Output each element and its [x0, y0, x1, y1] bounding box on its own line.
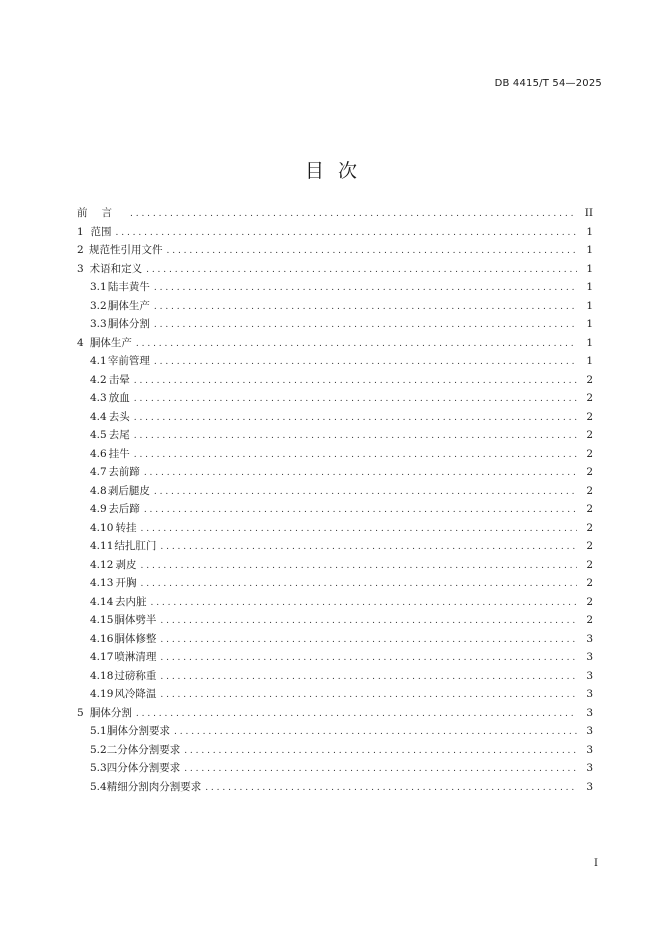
- toc-entry-label: 去内脏: [114, 595, 147, 608]
- toc-entry-label: 风冷降温: [114, 688, 157, 700]
- toc-entry-number: 5.1: [90, 725, 107, 737]
- toc-entry[interactable]: [77, 519, 593, 538]
- toc-dot-leader: [134, 390, 577, 409]
- toc-dot-leader: [134, 409, 577, 428]
- toc-entry-label: 剥皮: [115, 558, 137, 571]
- toc-entry-number: 3.3: [90, 318, 107, 330]
- toc-entry[interactable]: [77, 297, 593, 316]
- toc-entry-number: 1: [77, 225, 84, 238]
- toc-entry-page: 2: [586, 410, 593, 423]
- toc-entry-page: 2: [586, 447, 593, 460]
- toc-entry[interactable]: [77, 278, 593, 297]
- toc-entry-page: 3: [586, 688, 593, 700]
- toc-dot-leader: [130, 205, 577, 224]
- toc-entry-number: 4.17: [90, 651, 114, 663]
- toc-entry-number: 5: [77, 706, 84, 719]
- page-title: 目次: [304, 160, 371, 182]
- toc-entry-page: 2: [586, 614, 593, 626]
- toc-dot-leader: [141, 520, 577, 539]
- toc-dot-leader: [154, 483, 577, 502]
- toc-dot-leader: [141, 575, 577, 594]
- toc-dot-leader: [184, 760, 577, 779]
- toc-entry[interactable]: [77, 426, 593, 445]
- toc-entry[interactable]: [77, 445, 593, 464]
- toc-entry-page: 2: [586, 392, 593, 404]
- toc-entry-number: 4.1: [90, 355, 107, 367]
- toc-entry-page: 2: [586, 373, 593, 386]
- toc-entry-number: 4.12: [90, 558, 114, 571]
- toc-entry-number: 4.3: [90, 392, 107, 404]
- toc-entry-page: 2: [586, 558, 593, 571]
- toc-entry-page: 3: [586, 725, 593, 737]
- toc-entry-label: 去前蹄: [108, 466, 140, 478]
- toc-dot-leader: [146, 261, 577, 280]
- toc-entry-number: 4.18: [90, 669, 114, 682]
- toc-entry-page: 2: [586, 503, 593, 515]
- toc-entry-label: 陆丰黄牛: [107, 281, 150, 293]
- toc-entry[interactable]: [77, 334, 593, 353]
- toc-entry-number: 4.2: [90, 373, 107, 386]
- toc-entry-page: 1: [586, 299, 593, 312]
- page-number: I: [594, 858, 598, 869]
- toc-entry-label: 精细分割肉分割要求: [106, 780, 202, 793]
- toc-entry-label: 去头: [108, 410, 130, 423]
- document-number: DB 4415/T 54—2025: [494, 78, 602, 89]
- toc-entry[interactable]: [77, 352, 593, 371]
- toc-entry-label: 喷淋清理: [114, 651, 157, 663]
- toc-dot-leader: [160, 612, 577, 631]
- toc-entry-page: 3: [586, 632, 593, 645]
- toc-entry-label: 二分体分割要求: [106, 743, 181, 756]
- toc-entry-number: 4.10: [90, 521, 114, 534]
- toc-entry-page: 3: [586, 669, 593, 682]
- toc-entry-page: 2: [586, 577, 593, 589]
- table-of-contents: [77, 204, 593, 796]
- toc-entry[interactable]: [77, 648, 593, 667]
- toc-entry[interactable]: [77, 371, 593, 390]
- toc-entry-page: 2: [586, 521, 593, 534]
- toc-entry-label: 胴体分割: [89, 706, 132, 719]
- toc-entry-number: 5.2: [90, 743, 107, 756]
- toc-dot-leader: [134, 446, 577, 465]
- toc-dot-leader: [150, 594, 577, 613]
- toc-entry-label: 胴体分割要求: [107, 725, 171, 737]
- toc-entry-page: 2: [586, 484, 593, 497]
- toc-entry-label: 胴体生产: [89, 336, 132, 349]
- toc-entry-label: 术语和定义: [89, 262, 143, 275]
- toc-entry-number: 4: [77, 336, 84, 349]
- toc-entry[interactable]: [77, 537, 593, 556]
- toc-entry-page: 2: [586, 595, 593, 608]
- toc-entry-number: 4.4: [90, 410, 107, 423]
- toc-entry-number: 4.16: [90, 632, 114, 645]
- toc-dot-leader: [134, 372, 577, 391]
- toc-entry-label: 剥后腿皮: [107, 484, 150, 497]
- toc-entry-number: 4.7: [90, 466, 107, 478]
- toc-entry-number: 3.1: [90, 281, 107, 293]
- toc-entry-page: 2: [586, 429, 593, 441]
- toc-entry-label: 前言: [77, 207, 126, 219]
- toc-entry-page: 2: [586, 540, 593, 552]
- toc-entry[interactable]: [77, 593, 593, 612]
- toc-entry-label: 开胸: [115, 577, 137, 589]
- toc-dot-leader: [160, 631, 577, 650]
- toc-entry-page: 3: [586, 706, 593, 719]
- toc-entry-label: 范围: [90, 225, 112, 238]
- toc-entry-number: 4.19: [90, 688, 114, 700]
- toc-entry-number: 4.5: [90, 429, 107, 441]
- toc-entry[interactable]: [77, 204, 593, 223]
- toc-entry[interactable]: [77, 778, 593, 797]
- toc-dot-leader: [160, 686, 577, 705]
- toc-dot-leader: [160, 538, 577, 557]
- toc-dot-leader: [154, 279, 577, 298]
- toc-entry-page: 3: [586, 762, 593, 774]
- toc-dot-leader: [184, 742, 577, 761]
- toc-entry[interactable]: [77, 223, 593, 242]
- toc-entry-number: 4.6: [90, 447, 107, 460]
- toc-entry-page: 1: [586, 318, 593, 330]
- toc-dot-leader: [167, 242, 577, 261]
- toc-entry-label: 四分体分割要求: [106, 762, 181, 774]
- toc-entry-page: 1: [586, 244, 593, 256]
- toc-entry-number: 4.14: [90, 595, 114, 608]
- toc-entry[interactable]: [77, 315, 593, 334]
- toc-dot-leader: [134, 427, 577, 446]
- toc-dot-leader: [174, 723, 577, 742]
- toc-entry[interactable]: [77, 500, 593, 519]
- toc-entry-label: 挂牛: [108, 447, 130, 460]
- toc-entry[interactable]: [77, 667, 593, 686]
- toc-entry[interactable]: [77, 574, 593, 593]
- toc-entry-label: 胴体劈半: [114, 614, 157, 626]
- toc-entry[interactable]: [77, 260, 593, 279]
- toc-entry-page: 1: [586, 355, 593, 367]
- toc-dot-leader: [154, 316, 577, 335]
- toc-dot-leader: [160, 649, 577, 668]
- toc-entry-label: 过磅称重: [114, 669, 157, 682]
- toc-entry[interactable]: [77, 722, 593, 741]
- toc-entry[interactable]: [77, 482, 593, 501]
- toc-entry-page: II: [584, 207, 593, 219]
- toc-entry-page: 3: [586, 651, 593, 663]
- toc-entry-number: 2: [77, 244, 84, 256]
- toc-entry-label: 去尾: [108, 429, 130, 441]
- toc-dot-leader: [141, 557, 577, 576]
- toc-entry-page: 1: [586, 336, 593, 349]
- toc-entry-page: 1: [586, 281, 593, 293]
- toc-entry-number: 5.4: [90, 780, 107, 793]
- toc-entry-number: 4.11: [90, 540, 114, 552]
- toc-entry-page: 1: [586, 262, 593, 275]
- toc-entry-label: 去后蹄: [108, 503, 140, 515]
- toc-entry[interactable]: [77, 704, 593, 723]
- toc-entry-label: 转挂: [115, 521, 137, 534]
- toc-entry-number: 3.2: [90, 299, 107, 312]
- toc-entry-page: 3: [586, 780, 593, 793]
- toc-dot-leader: [205, 779, 577, 798]
- toc-entry[interactable]: [77, 685, 593, 704]
- toc-entry-label: 宰前管理: [107, 355, 150, 367]
- toc-entry[interactable]: [77, 241, 593, 260]
- toc-entry-label: 胴体分割: [107, 318, 150, 330]
- toc-dot-leader: [160, 668, 577, 687]
- toc-entry-label: 放血: [108, 392, 130, 404]
- toc-entry-number: 3: [77, 262, 84, 275]
- toc-entry[interactable]: [77, 389, 593, 408]
- toc-entry-page: 1: [586, 225, 593, 238]
- toc-entry-number: 4.8: [90, 484, 107, 497]
- toc-dot-leader: [136, 705, 577, 724]
- toc-entry-label: 胴体修整: [114, 632, 157, 645]
- toc-entry-number: 4.9: [90, 503, 107, 515]
- toc-entry[interactable]: [77, 630, 593, 649]
- toc-dot-leader: [144, 464, 577, 483]
- toc-entry[interactable]: [77, 408, 593, 427]
- toc-entry-label: 击晕: [108, 373, 130, 386]
- toc-dot-leader: [154, 353, 577, 372]
- toc-dot-leader: [154, 298, 577, 317]
- toc-entry-label: 规范性引用文件: [89, 244, 163, 256]
- toc-entry[interactable]: [77, 611, 593, 630]
- toc-entry-number: 4.13: [90, 577, 114, 589]
- toc-entry-label: 胴体生产: [107, 299, 150, 312]
- toc-dot-leader: [144, 501, 577, 520]
- toc-entry[interactable]: [77, 741, 593, 760]
- toc-entry-number: 5.3: [90, 762, 107, 774]
- toc-entry[interactable]: [77, 759, 593, 778]
- toc-entry[interactable]: [77, 463, 593, 482]
- toc-dot-leader: [136, 335, 577, 354]
- toc-entry[interactable]: [77, 556, 593, 575]
- toc-entry-page: 3: [586, 743, 593, 756]
- toc-dot-leader: [116, 224, 578, 243]
- toc-entry-label: 结扎肛门: [114, 540, 157, 552]
- toc-entry-page: 2: [586, 466, 593, 478]
- toc-entry-number: 4.15: [90, 614, 114, 626]
